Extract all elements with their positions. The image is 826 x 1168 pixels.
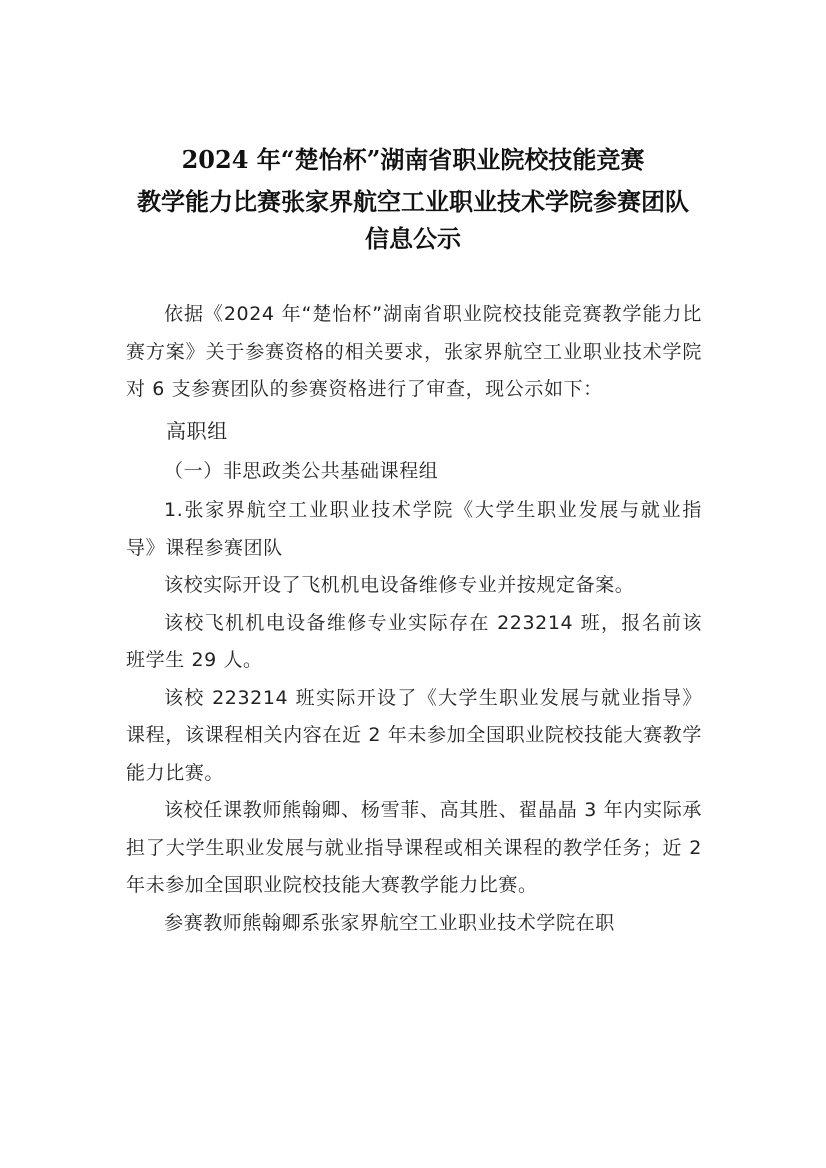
document-title-line-2: 教学能力比赛张家界航空工业职业技术学院参赛团队 bbox=[137, 187, 689, 216]
body-paragraph: 参赛教师熊翰卿系张家界航空工业职业技术学院在职 bbox=[164, 911, 615, 934]
category-heading: （一）非思政类公共基础课程组 bbox=[164, 459, 439, 482]
team-heading: 1.张家界航空工业职业技术学院《大学生职业发展与就业指导》课程参赛团队 bbox=[126, 499, 702, 559]
document-title-line-3: 信息公示 bbox=[365, 224, 461, 253]
document-body bbox=[126, 296, 702, 942]
body-paragraph: 该校 223214 班实际开设了《大学生职业发展与就业指导》课程，该课程相关内容在近 2 年未参加全国职业院校技能大赛教学能力比赛。 bbox=[126, 686, 702, 784]
body-paragraph: 该校实际开设了飞机机电设备维修专业并按规定备案。 bbox=[164, 574, 635, 596]
intro-paragraph: 依据《2024 年“楚怡杯”湖南省职业院校技能竞赛教学能力比赛方案》关于参赛资格的相关要求，张家界航空工业职业技术学院对 6 支参赛团队的参赛资格进行了审查，现公示如下： bbox=[126, 303, 702, 400]
group-heading: 高职组 bbox=[166, 418, 228, 443]
document-title-line-1: 2024 年“楚怡杯”湖南省职业院校技能竞赛 bbox=[181, 145, 645, 174]
body-paragraph: 该校飞机机电设备维修专业实际存在 223214 班，报名前该班学生 29 人。 bbox=[126, 611, 702, 671]
body-paragraph: 该校任课教师熊翰卿、杨雪菲、高其胜、翟晶晶 3 年内实际承担了大学生职业发展与就业指导课程或相关课程的教学任务；近 2 年未参加全国职业院校技能大赛教学能力比赛。 bbox=[126, 799, 702, 896]
